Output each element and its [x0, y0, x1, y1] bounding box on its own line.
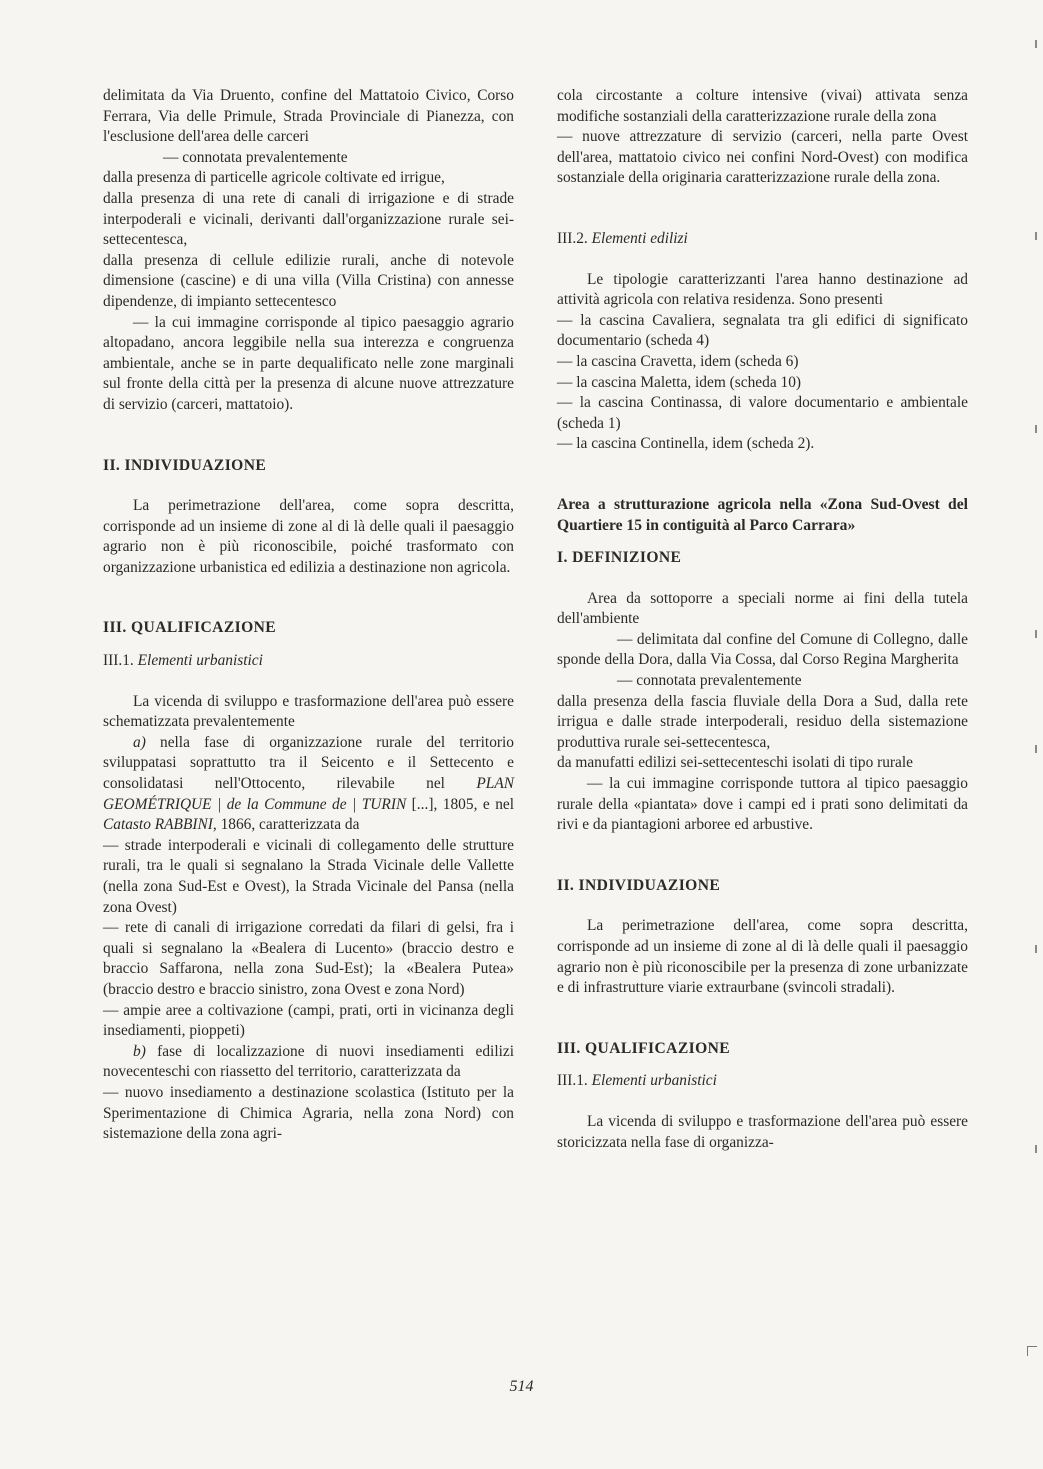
subsection-heading [557, 229, 968, 250]
scan-edge-mark [1035, 1145, 1037, 1153]
paragraph: cola circostante a colture intensive (vivai) attivata senza modifiche sostanziali della caratterizzazione rurale della zona [557, 87, 968, 125]
page-number: 514 [509, 1378, 534, 1395]
list-item: — la cascina Continella, idem (scheda 2). [557, 435, 815, 453]
paragraph: — connotata prevalentemente [163, 148, 348, 166]
list-item: — ampie aree a coltivazione (campi, prati, orti in vicinanza degli insediamenti, pioppeti) [103, 1001, 514, 1040]
section-heading: III. QUALIFICAZIONE [103, 619, 277, 637]
list-item: — la cascina Cavaliera, segnalata tra gli edifici di significato documentario (scheda 4) [557, 311, 968, 350]
paragraph: La perimetrazione dell'area, come sopra descritta, corrisponde ad un insieme di zone al di là delle quali il paesaggio agrario non è più riconoscibile per la presenza di zone urbanizzate e di infrastrutture viarie extraurbane (svincoli stradali). [557, 917, 968, 997]
paragraph: — la cui immagine corrisponde tuttora al tipico paesaggio rurale della «piantata» dove i campi ed i prati sono delimitati da rivi e da piantagioni arboree ed arbustive. [557, 775, 968, 834]
scan-edge-mark [1035, 425, 1037, 433]
paragraph: — delimitata dal confine del Comune di Collegno, dalle sponde della Dora, dalla Via Cossa, dal Corso Regina Margherita [557, 630, 968, 669]
paragraph: La vicenda di sviluppo e trasformazione dell'area può essere storicizzata nella fase di organizza- [557, 1112, 968, 1151]
section-heading: II. INDIVIDUAZIONE [103, 456, 267, 474]
paragraph: La vicenda di sviluppo e trasformazione dell'area può essere schematizzata prevalentemente [103, 692, 514, 731]
section-heading: III. QUALIFICAZIONE [557, 1039, 731, 1057]
paragraph: a) nella fase di organizzazione rurale del territorio sviluppatasi soprattutto tra il Seicento e il Settecento e consolidatasi nell'Ottocento, rilevabile nel PLAN GEOMÉTRIQUE | de la Commune de | TURIN [...], 1805, e nel Catasto RABBINI, 1866, caratterizzata da [103, 733, 514, 834]
subsection-title: Elementi urbanistici [591, 1072, 717, 1090]
list-label: b) [133, 1042, 146, 1060]
paragraph: delimitata da Via Druento, confine del Mattatoio Civico, Corso Ferrara, Via delle Primule, Strada Provinciale di Pianezza, con l'esclusione dell'area delle carceri [103, 87, 514, 146]
list-item: — la cascina Maletta, idem (scheda 10) [557, 373, 802, 391]
paragraph: — connotata prevalentemente [617, 672, 802, 690]
paragraph: dalla presenza della fascia fluviale della Dora a Sud, dalla rete irrigua e dalle strade interpoderali, residuo della sistemazione produttiva rurale sei-settecentesca, [557, 692, 968, 751]
subsection-title: Elementi edilizi [591, 229, 688, 247]
list-item: — nuovo insediamento a destinazione scolastica (Istituto per la Sperimentazione di Chimica Agraria, nella zona Nord) con sistemazione della zona agri- [103, 1083, 514, 1143]
left-column [103, 86, 514, 1145]
scan-edge-mark [1035, 232, 1037, 240]
list-item: — la cascina Cravetta, idem (scheda 6) [557, 352, 799, 370]
scan-edge-mark [1035, 630, 1037, 638]
paragraph: dalla presenza di una rete di canali di irrigazione e di strade interpoderali e vicinali, derivanti dall'organizzazione rurale sei-settecentesca, [103, 189, 514, 249]
subsection-number: III.2. [557, 229, 588, 247]
paragraph: da manufatti edilizi sei-settecenteschi isolati di tipo rurale [557, 754, 913, 772]
list-item: — rete di canali di irrigazione corredati da filari di gelsi, fra i quali si segnalano la «Bealera di Lucento» (braccio destro e braccio Saffarona, nella zona Sud-Est); la «Bealera Putea» (braccio destro e braccio sinistro, zona Ovest e zona Nord) [103, 919, 514, 998]
document-title: Catasto RABBINI [103, 816, 213, 834]
paragraph: La perimetrazione dell'area, come sopra descritta, corrisponde ad un insieme di zone al di là delle quali il paesaggio agrario non è più riconoscibile, poiché trasformato con organizzazione urbanistica ed edilizia a destinazione non agricola. [103, 497, 514, 576]
right-column [557, 86, 968, 1153]
scan-edge-mark [1035, 945, 1037, 953]
subsection-heading [557, 1071, 968, 1092]
section-heading: I. DEFINIZIONE [557, 549, 682, 567]
paragraph: b) fase di localizzazione di nuovi insediamenti edilizi novecenteschi con riassetto del territorio, caratterizzata da [103, 1042, 514, 1081]
paragraph: — la cui immagine corrisponde al tipico paesaggio agrario altopadano, ancora leggibile nella sua interezza e congruenza ambientale, anche se in parte dequalificato nelle zone marginali sul fronte della città per la presenza di alcune nuove attrezzature di servizio (carceri, mattatoio). [103, 313, 514, 413]
subsection-number: III.1. [103, 652, 134, 670]
scan-edge-mark [1035, 745, 1037, 753]
subsection-title: Elementi urbanistici [137, 652, 263, 670]
section-heading: II. INDIVIDUAZIONE [557, 876, 721, 894]
document-title: PLAN GEOMÉTRIQUE | de la Commune de | TURIN [103, 775, 514, 813]
crop-mark [1027, 1346, 1037, 1356]
paragraph: dalla presenza di particelle agricole coltivate ed irrigue, [103, 169, 445, 187]
list-item: — strade interpoderali e vicinali di collegamento delle strutture rurali, tra le quali si segnalano la Strada Vicinale delle Vallette (nella zona Sud-Est e Ovest), la Strada Vicinale del Pansa (nella zona Ovest) [103, 836, 514, 916]
list-item: — nuove attrezzature di servizio (carceri, nella parte Ovest dell'area, mattatoio civico nei confini Nord-Ovest) con modifica sostanziale della originaria caratterizzazione rurale della zona. [557, 128, 968, 187]
area-title: Area a strutturazione agricola nella «Zona Sud-Ovest del Quartiere 15 in contiguità al Parco Carrara» [557, 495, 968, 534]
subsection-heading [103, 651, 514, 672]
paragraph: Area da sottoporre a speciali norme ai fini della tutela dell'ambiente [557, 589, 968, 628]
list-item: — la cascina Continassa, di valore documentario e ambientale (scheda 1) [557, 394, 968, 432]
subsection-number: III.1. [557, 1072, 588, 1090]
paragraph: Le tipologie caratterizzanti l'area hanno destinazione ad attività agricola con relativa residenza. Sono presenti [557, 270, 968, 309]
list-label: a) [133, 733, 146, 751]
paragraph: dalla presenza di cellule edilizie rurali, anche di notevole dimensione (cascine) e di una villa (Villa Cristina) con annesse dipendenze, di impianto settecentesco [103, 251, 514, 310]
scan-edge-mark [1035, 40, 1037, 48]
